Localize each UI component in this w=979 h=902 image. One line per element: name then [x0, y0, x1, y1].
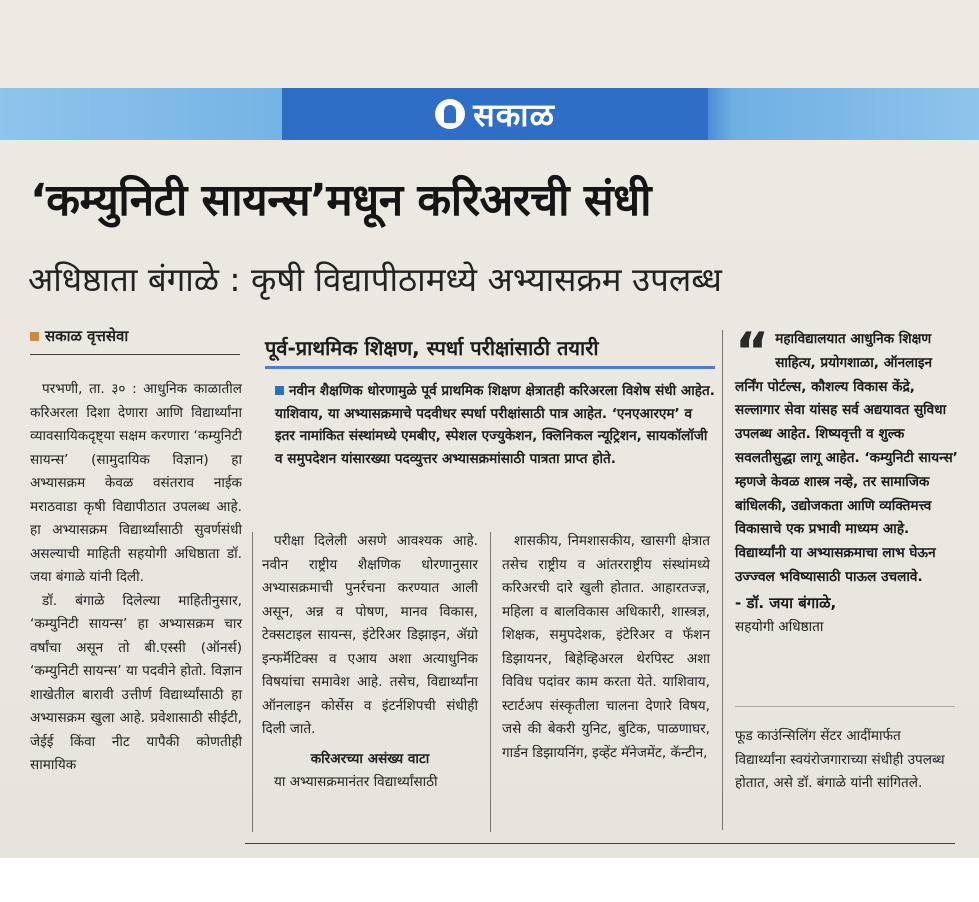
closing-paragraph [735, 725, 955, 796]
section-divider [265, 366, 715, 369]
quote-divider [735, 706, 955, 707]
paragraph: डॉ. बंगाळे दिलेल्या माहितीनुसार, ‘कम्युनिटी सायन्स’ हा अभ्यासक्रम चार वर्षांचा असून तो बी.एस्सी (ऑनर्स) ‘कम्युनिटी सायन्स’ या पदवीने होतो. विज्ञान शाखेतील बारावी उत्तीर्ण विद्यार्थ्यांसाठी हा अभ्यासक्रम खुला आहे. प्रवेशासाठी सीईटी, जेईई किंवा नीट यापैकी कोणतीही सामायिक [30, 592, 242, 773]
section-title: पूर्व-प्राथमिक शिक्षण, स्पर्धा परीक्षांसाठी तयारी [265, 336, 599, 360]
paragraph: शासकीय, निमशासकीय, खासगी क्षेत्रात तसेच राष्ट्रीय व आंतरराष्ट्रीय संस्थांमध्ये करिअरची दारे खुली होतात. आहारतज्ज्ञ, महिला व बालविकास अधिकारी, शास्त्रज्ञ, शिक्षक, समुपदेशक, इंटेरिअर व फॅशन डिझायनर, बिहेव्हिअरल थेरपिस्ट अशा विविध पदांवर काम करता येते. याशिवाय, स्टार्टअप संस्कृतीला चालना देणारे विषय, जसे की बेकरी युनिट, बुटिक, पाळणाघर, गार्डन डिझायनिंग, इव्हेंट मॅनेजमेंट, कॅन्टीन, [502, 533, 710, 761]
bullet-square-icon [30, 332, 39, 341]
pull-quote [735, 322, 960, 639]
column-divider [722, 330, 723, 830]
quote-mark-icon: “ [735, 322, 770, 382]
quote-text: महाविद्यालयात आधुनिक शिक्षण साहित्य, प्रयोगशाळा, ऑनलाइन लर्निंग पोर्टल्स, कौशल्य विकास केंद्रे, सल्लागार सेवा यांसह सर्व अद्ययावत सुविधा उपलब्ध आहेत. शिष्यवृत्ती व शुल्क सवलतीसुद्धा लागू आहेत. ‘कम्युनिटी सायन्स’ म्हणजे केवळ शास्त्र नव्हे, तर सामाजिक बांधिलकी, उद्योजकता आणि व्यक्तिमत्त्व विकासाचे एक प्रभावी माध्यम आहे. विद्यार्थ्यांनी या अभ्यासक्रमाचा लाभ घेऊन उज्ज्वल भविष्यासाठी पाऊल उचलावे. [735, 331, 958, 585]
bottom-divider [245, 843, 955, 844]
article-column-2 [262, 530, 478, 795]
subheading: करिअरच्या असंख्य वाटा [310, 750, 430, 767]
article-column-1 [30, 378, 242, 778]
column-divider [490, 532, 491, 832]
paragraph: फूड काउंन्सिलिंग सेंटर आदींमार्फत विद्यार्थ्यांना स्वयंरोजगाराच्या संधीही उपलब्ध होतात, असे डॉ. बंगाळे यांनी सांगितले. [735, 728, 945, 791]
headline: ‘कम्युनिटी सायन्स’मधून करिअरची संधी [30, 175, 652, 226]
bullet-square-icon [275, 386, 284, 395]
brand-name: सकाळ [473, 95, 555, 134]
intro-text: नवीन शैक्षणिक धोरणामुळे पूर्व प्राथमिक शिक्षण क्षेत्रातही करिअरला विशेष संधी आहेत. याशिवाय, या अभ्यासक्रमाचे पदवीधर स्पर्धा परीक्षांसाठी पात्र आहेत. ‘एनएआरएम’ व इतर नामांकित संस्थांमध्ये एमबीए, स्पेशल एज्युकेशन, क्लिनिकल न्यूट्रिशन, सायकॉलॉजी व समुपदेशन यांसारख्या पदव्युत्तर अभ्यासक्रमांसाठी पात्रता प्राप्त होते. [275, 383, 715, 467]
intro-paragraph [275, 380, 715, 470]
sakal-logo-icon [435, 99, 465, 129]
quote-author-role: सहयोगी अधिष्ठाता [735, 618, 824, 635]
paragraph: परभणी, ता. ३० : आधुनिक काळातील करिअरला दिशा देणारा आणि विद्यार्थ्यांना व्यावसायिकदृष्ट्या सक्षम करणारा ‘कम्युनिटी सायन्स’ (सामुदायिक विज्ञान) हा अभ्यासक्रम केवळ वसंतराव नाईक मराठवाडा कृषी विद्यापीठात उपलब्ध आहे. हा अभ्यासक्रम विद्यार्थ्यांसाठी सुवर्णसंधी असल्याची माहिती सहयोगी अधिष्ठाता डॉ. जया बंगाळे यांनी दिली. [30, 381, 242, 585]
masthead [282, 88, 708, 140]
paragraph: या अभ्यासक्रमानंतर विद्यार्थ्यांसाठी [274, 774, 438, 790]
subheadline: अधिष्ठाता बंगाळे : कृषी विद्यापीठामध्ये अभ्यासक्रम उपलब्ध [28, 260, 722, 299]
article-column-3 [502, 530, 710, 765]
paragraph: परीक्षा दिलेली असणे आवश्यक आहे. नवीन राष्ट्रीय शैक्षणिक धोरणानुसार अभ्यासक्रमाची पुनर्रचना करण्यात आली असून, अन्न व पोषण, मानव विकास, टेक्सटाइल सायन्स, इंटेरिअर डिझाइन, ॲग्रो इन्फर्मॅटिक्स व एआय अशा अत्याधुनिक विषयांचा समावेश आहे. तसेच, विद्यार्थ्यांना ऑनलाइन कोर्सेस व इंटर्नशिपची संधीही दिली जाते. [262, 533, 478, 737]
column-divider [252, 532, 253, 832]
quote-author: - डॉ. जया बंगाळे, [735, 593, 837, 612]
byline-text: सकाळ वृत्तसेवा [45, 327, 129, 345]
byline [30, 326, 240, 355]
